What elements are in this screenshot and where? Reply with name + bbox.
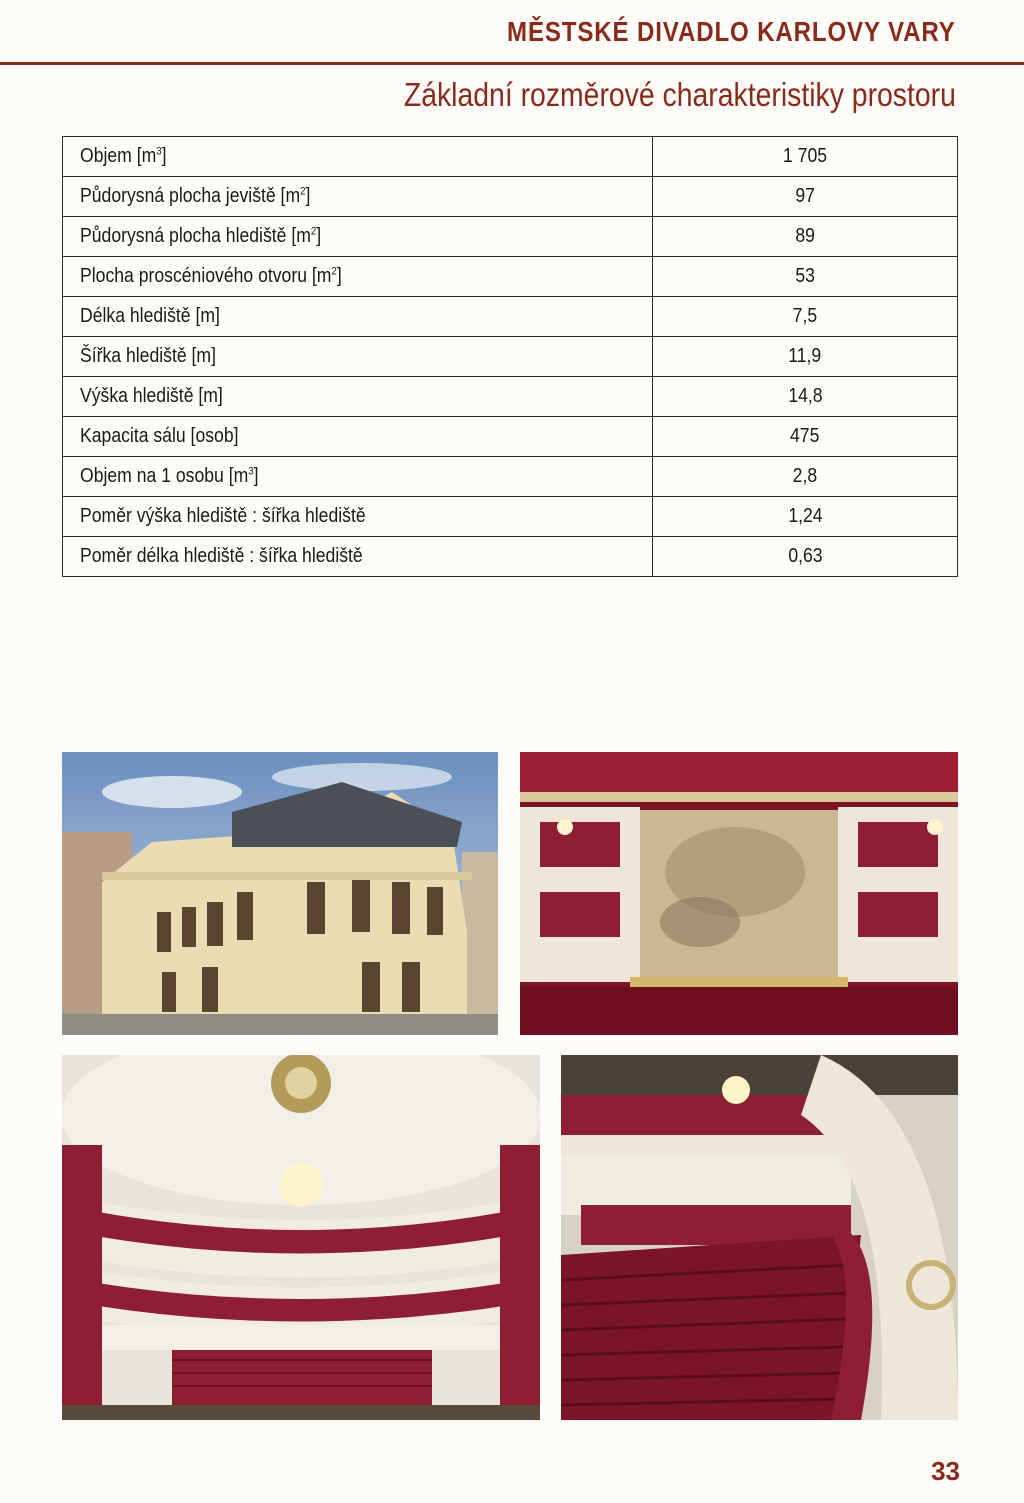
row-label: Půdorysná plocha jeviště $[m^2]$ [63, 177, 653, 217]
table-row [63, 497, 958, 537]
row-value: 14,8 [653, 377, 958, 417]
row-label: Šířka hlediště [m] [63, 337, 653, 377]
table-row [63, 377, 958, 417]
page-number: 33 [931, 1456, 960, 1486]
table-row [63, 417, 958, 457]
auditorium-balconies-photo [62, 1055, 540, 1420]
row-value: 53 [653, 257, 958, 297]
auditorium-seating-photo [561, 1055, 958, 1420]
row-label: Půdorysná plocha hlediště $[m^2]$ [63, 217, 653, 257]
table-row [63, 457, 958, 497]
row-label: Výška hlediště [m] [63, 377, 653, 417]
table-row [63, 537, 958, 577]
running-header-title: MĚSTSKÉ DIVADLO KARLOVY VARY [507, 16, 956, 47]
row-label: Délka hlediště [m] [63, 297, 653, 337]
row-value: 89 [653, 217, 958, 257]
row-label: Plocha proscéniového otvoru $[m^2]$ [63, 257, 653, 297]
table-row [63, 337, 958, 377]
row-label: Objem $[m^3]$ [63, 137, 653, 177]
row-label: Poměr délka hlediště : šířka hlediště [63, 537, 653, 577]
table-row [63, 257, 958, 297]
row-value: 2,8 [653, 457, 958, 497]
row-value: 1 705 [653, 137, 958, 177]
row-label: Kapacita sálu [osob] [63, 417, 653, 457]
row-value: 1,24 [653, 497, 958, 537]
row-value: 7,5 [653, 297, 958, 337]
row-label: Poměr výška hlediště : šířka hlediště [63, 497, 653, 537]
section-subtitle: Základní rozměrové charakteristiky prostoru [403, 76, 956, 113]
table-row [63, 297, 958, 337]
stage-curtain-photo [520, 752, 958, 1035]
theatre-exterior-photo [62, 752, 498, 1035]
dimensions-table [62, 136, 958, 577]
row-value: 97 [653, 177, 958, 217]
row-value: 475 [653, 417, 958, 457]
row-value: 11,9 [653, 337, 958, 377]
table-row [63, 177, 958, 217]
table-row [63, 217, 958, 257]
row-value: 0,63 [653, 537, 958, 577]
header-rule [0, 62, 1024, 65]
row-label: Objem na 1 osobu $[m^3]$ [63, 457, 653, 497]
table-row [63, 137, 958, 177]
